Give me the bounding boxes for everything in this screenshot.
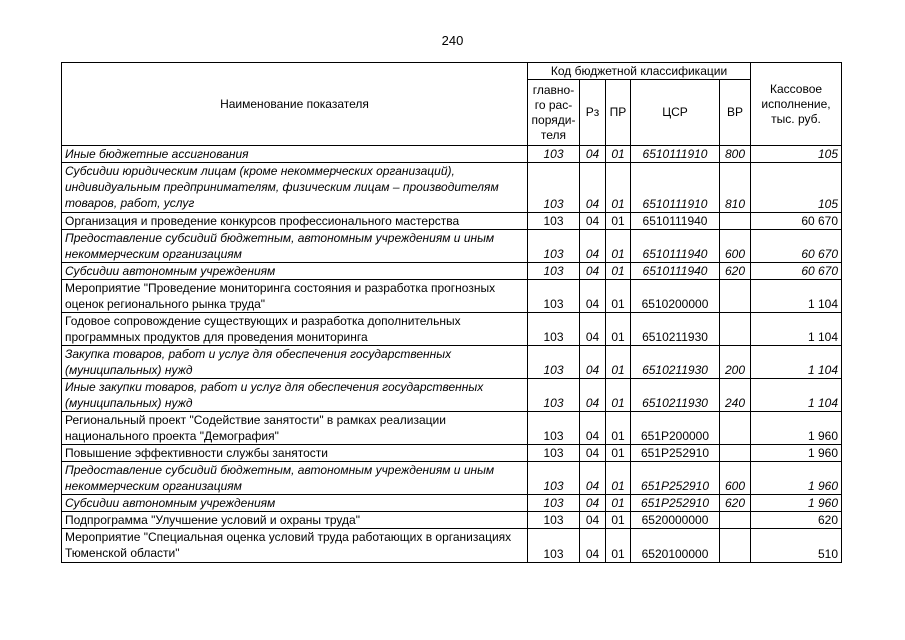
row-name: Субсидии автономным учреждениям bbox=[62, 263, 528, 280]
row-pr: 01 bbox=[606, 163, 631, 213]
row-chief-code: 103 bbox=[528, 346, 580, 379]
row-amount: 1 104 bbox=[751, 379, 842, 412]
row-vr: 620 bbox=[720, 263, 751, 280]
row-csr: 6510111940 bbox=[631, 263, 720, 280]
table-row bbox=[62, 263, 842, 280]
row-chief-code: 103 bbox=[528, 379, 580, 412]
header-name: Наименование показателя bbox=[62, 63, 528, 146]
row-rz: 04 bbox=[580, 412, 606, 445]
row-csr: 6510111910 bbox=[631, 146, 720, 163]
table-row bbox=[62, 445, 842, 462]
row-amount: 510 bbox=[751, 529, 842, 563]
row-rz: 04 bbox=[580, 213, 606, 230]
row-vr: 200 bbox=[720, 346, 751, 379]
row-amount: 1 960 bbox=[751, 412, 842, 445]
row-vr: 800 bbox=[720, 146, 751, 163]
row-rz: 04 bbox=[580, 445, 606, 462]
row-csr: 651P200000 bbox=[631, 412, 720, 445]
row-name: Предоставление субсидий бюджетным, автономным учреждениям и иным некоммерческим организациям bbox=[62, 462, 528, 495]
row-pr: 01 bbox=[606, 495, 631, 512]
row-pr: 01 bbox=[606, 280, 631, 313]
table-row bbox=[62, 512, 842, 529]
header-chief: главно-го рас-поряди-теля bbox=[528, 80, 580, 146]
table-body bbox=[62, 146, 842, 563]
row-name: Субсидии юридическим лицам (кроме некоммерческих организаций), индивидуальным предпринимателям, физическим лицам – производителям товаров, работ, услуг bbox=[62, 163, 528, 213]
row-amount: 60 670 bbox=[751, 263, 842, 280]
table-row bbox=[62, 313, 842, 346]
header-pr: ПР bbox=[606, 80, 631, 146]
table-row bbox=[62, 495, 842, 512]
row-pr: 01 bbox=[606, 263, 631, 280]
row-pr: 01 bbox=[606, 213, 631, 230]
row-name: Мероприятие "Специальная оценка условий труда работающих в организациях Тюменской области" bbox=[62, 529, 528, 563]
row-csr: 6510211930 bbox=[631, 346, 720, 379]
row-pr: 01 bbox=[606, 445, 631, 462]
row-amount: 1 104 bbox=[751, 346, 842, 379]
row-chief-code: 103 bbox=[528, 445, 580, 462]
row-pr: 01 bbox=[606, 379, 631, 412]
table-row bbox=[62, 146, 842, 163]
row-rz: 04 bbox=[580, 495, 606, 512]
row-vr: 600 bbox=[720, 462, 751, 495]
row-rz: 04 bbox=[580, 146, 606, 163]
row-pr: 01 bbox=[606, 230, 631, 263]
table-header bbox=[62, 63, 842, 146]
row-amount: 1 960 bbox=[751, 445, 842, 462]
header-rz: Рз bbox=[580, 80, 606, 146]
row-pr: 01 bbox=[606, 346, 631, 379]
page-number: 240 bbox=[441, 33, 464, 48]
row-vr: 810 bbox=[720, 163, 751, 213]
row-pr: 01 bbox=[606, 529, 631, 563]
row-pr: 01 bbox=[606, 512, 631, 529]
row-name: Региональный проект "Содействие занятости" в рамках реализации национального проекта "Демография" bbox=[62, 412, 528, 445]
row-chief-code: 103 bbox=[528, 280, 580, 313]
row-name: Иные закупки товаров, работ и услуг для обеспечения государственных (муниципальных) нужд bbox=[62, 379, 528, 412]
row-csr: 6520000000 bbox=[631, 512, 720, 529]
row-amount: 60 670 bbox=[751, 213, 842, 230]
row-vr: 620 bbox=[720, 495, 751, 512]
row-csr: 6510211930 bbox=[631, 313, 720, 346]
row-amount: 1 104 bbox=[751, 280, 842, 313]
row-name: Повышение эффективности службы занятости bbox=[62, 445, 528, 462]
row-name: Предоставление субсидий бюджетным, автономным учреждениям и иным некоммерческим организациям bbox=[62, 230, 528, 263]
row-chief-code: 103 bbox=[528, 512, 580, 529]
row-rz: 04 bbox=[580, 163, 606, 213]
row-amount: 1 104 bbox=[751, 313, 842, 346]
row-amount: 60 670 bbox=[751, 230, 842, 263]
header-code-group: Код бюджетной классификации bbox=[528, 63, 751, 80]
table-row bbox=[62, 462, 842, 495]
row-chief-code: 103 bbox=[528, 213, 580, 230]
row-vr bbox=[720, 512, 751, 529]
header-csr: ЦСР bbox=[631, 80, 720, 146]
row-chief-code: 103 bbox=[528, 230, 580, 263]
row-name: Годовое сопровождение существующих и разработка дополнительных программных продуктов для проведения мониторинга bbox=[62, 313, 528, 346]
header-amount: Кассовое исполнение, тыс. руб. bbox=[751, 63, 842, 146]
row-amount: 105 bbox=[751, 163, 842, 213]
header-vr: ВР bbox=[720, 80, 751, 146]
row-vr bbox=[720, 313, 751, 346]
table-row bbox=[62, 379, 842, 412]
row-vr: 600 bbox=[720, 230, 751, 263]
row-rz: 04 bbox=[580, 529, 606, 563]
table-row bbox=[62, 163, 842, 213]
row-rz: 04 bbox=[580, 379, 606, 412]
row-vr bbox=[720, 213, 751, 230]
row-rz: 04 bbox=[580, 462, 606, 495]
row-csr: 6510111910 bbox=[631, 163, 720, 213]
row-pr: 01 bbox=[606, 412, 631, 445]
row-amount: 1 960 bbox=[751, 462, 842, 495]
row-chief-code: 103 bbox=[528, 163, 580, 213]
row-amount: 620 bbox=[751, 512, 842, 529]
row-csr: 651P252910 bbox=[631, 495, 720, 512]
row-amount: 105 bbox=[751, 146, 842, 163]
row-pr: 01 bbox=[606, 313, 631, 346]
row-chief-code: 103 bbox=[528, 412, 580, 445]
row-csr: 6510111940 bbox=[631, 230, 720, 263]
row-rz: 04 bbox=[580, 346, 606, 379]
row-csr: 6510211930 bbox=[631, 379, 720, 412]
row-name: Мероприятие "Проведение мониторинга состояния и разработка прогнозных оценок регионального рынка труда" bbox=[62, 280, 528, 313]
row-rz: 04 bbox=[580, 230, 606, 263]
row-rz: 04 bbox=[580, 512, 606, 529]
row-chief-code: 103 bbox=[528, 263, 580, 280]
row-csr: 651P252910 bbox=[631, 462, 720, 495]
row-rz: 04 bbox=[580, 263, 606, 280]
row-vr bbox=[720, 529, 751, 563]
row-pr: 01 bbox=[606, 462, 631, 495]
budget-table bbox=[61, 62, 842, 563]
row-csr: 6510111940 bbox=[631, 213, 720, 230]
row-chief-code: 103 bbox=[528, 313, 580, 346]
row-name: Подпрограмма "Улучшение условий и охраны труда" bbox=[62, 512, 528, 529]
row-name: Закупка товаров, работ и услуг для обеспечения государственных (муниципальных) нужд bbox=[62, 346, 528, 379]
table-row bbox=[62, 412, 842, 445]
row-name: Субсидии автономным учреждениям bbox=[62, 495, 528, 512]
row-chief-code: 103 bbox=[528, 529, 580, 563]
row-csr: 651P252910 bbox=[631, 445, 720, 462]
row-name: Организация и проведение конкурсов профессионального мастерства bbox=[62, 213, 528, 230]
row-vr bbox=[720, 445, 751, 462]
row-chief-code: 103 bbox=[528, 146, 580, 163]
row-amount: 1 960 bbox=[751, 495, 842, 512]
row-vr: 240 bbox=[720, 379, 751, 412]
table-row bbox=[62, 280, 842, 313]
row-name: Иные бюджетные ассигнования bbox=[62, 146, 528, 163]
table-row bbox=[62, 529, 842, 563]
row-chief-code: 103 bbox=[528, 462, 580, 495]
row-chief-code: 103 bbox=[528, 495, 580, 512]
row-rz: 04 bbox=[580, 280, 606, 313]
row-vr bbox=[720, 280, 751, 313]
row-csr: 6520100000 bbox=[631, 529, 720, 563]
table-row bbox=[62, 346, 842, 379]
row-pr: 01 bbox=[606, 146, 631, 163]
row-csr: 6510200000 bbox=[631, 280, 720, 313]
table-row bbox=[62, 213, 842, 230]
table-row bbox=[62, 230, 842, 263]
row-rz: 04 bbox=[580, 313, 606, 346]
row-vr bbox=[720, 412, 751, 445]
